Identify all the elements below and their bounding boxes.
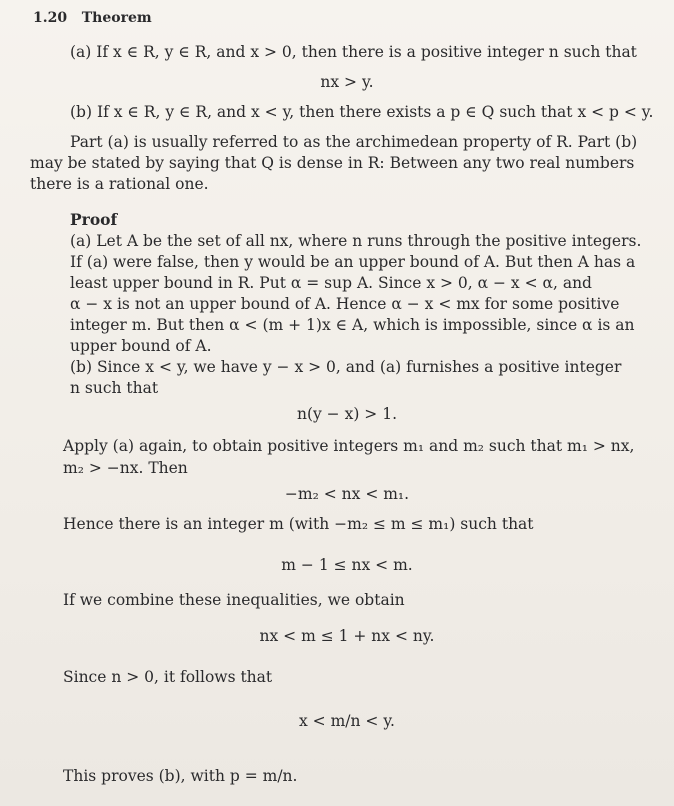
proof-a-line: (a) Let A be the set of all nx, where n runs through the positive integers. (70, 232, 642, 250)
proof-a-line: If (a) were false, then y would be an upper bound of A. But then A has a (70, 253, 636, 271)
remark-line: Part (a) is usually referred to as the archimedean property of R. Part (b) (70, 133, 638, 151)
equation-3: m − 1 ≤ nx < m. (281, 556, 413, 574)
theorem-part-a-formula: nx > y. (320, 73, 374, 91)
theorem-heading (33, 8, 152, 28)
proof-since-line: Since n > 0, it follows that (63, 668, 273, 686)
proof-title: Proof (70, 210, 118, 229)
proof-a-line: α − x is not an upper bound of A. Hence α − x < mx for some positive (70, 295, 620, 313)
theorem-part-a: (a) If x ∈ R, y ∈ R, and x > 0, then there is a positive integer n such that (70, 43, 637, 61)
proof-apply-line: m₂ > −nx. Then (63, 459, 188, 477)
theorem-number: 1.20 (33, 10, 68, 26)
equation-4: nx < m ≤ 1 + nx < ny. (259, 627, 435, 645)
proof-hence-line: Hence there is an integer m (with −m₂ ≤ m ≤ m₁) such that (63, 515, 534, 533)
theorem-title: Theorem (81, 10, 152, 26)
proof-combine-line: If we combine these inequalities, we obtain (63, 591, 405, 609)
equation-2: −m₂ < nx < m₁. (284, 485, 410, 503)
proof-b-line: n such that (70, 379, 159, 397)
remark-line: may be stated by saying that Q is dense in R: Between any two real numbers (30, 154, 635, 172)
proof-a-line: integer m. But then α < (m + 1)x ∈ A, which is impossible, since α is an (70, 316, 635, 334)
proof-a-line: upper bound of A. (70, 337, 212, 355)
proof-b-line: (b) Since x < y, we have y − x > 0, and (a) furnishes a positive integer (70, 358, 622, 376)
proof-a-line: least upper bound in R. Put α = sup A. Since x > 0, α − x < α, and (70, 274, 592, 292)
theorem-part-b: (b) If x ∈ R, y ∈ R, and x < y, then there exists a p ∈ Q such that x < p < y. (70, 103, 654, 121)
remark-line: there is a rational one. (30, 175, 209, 193)
equation-1: n(y − x) > 1. (296, 405, 398, 423)
proof-conclusion: This proves (b), with p = m/n. (63, 767, 298, 785)
proof-apply-line: Apply (a) again, to obtain positive integers m₁ and m₂ such that m₁ > nx, (63, 437, 635, 455)
equation-5: x < m/n < y. (299, 712, 395, 730)
